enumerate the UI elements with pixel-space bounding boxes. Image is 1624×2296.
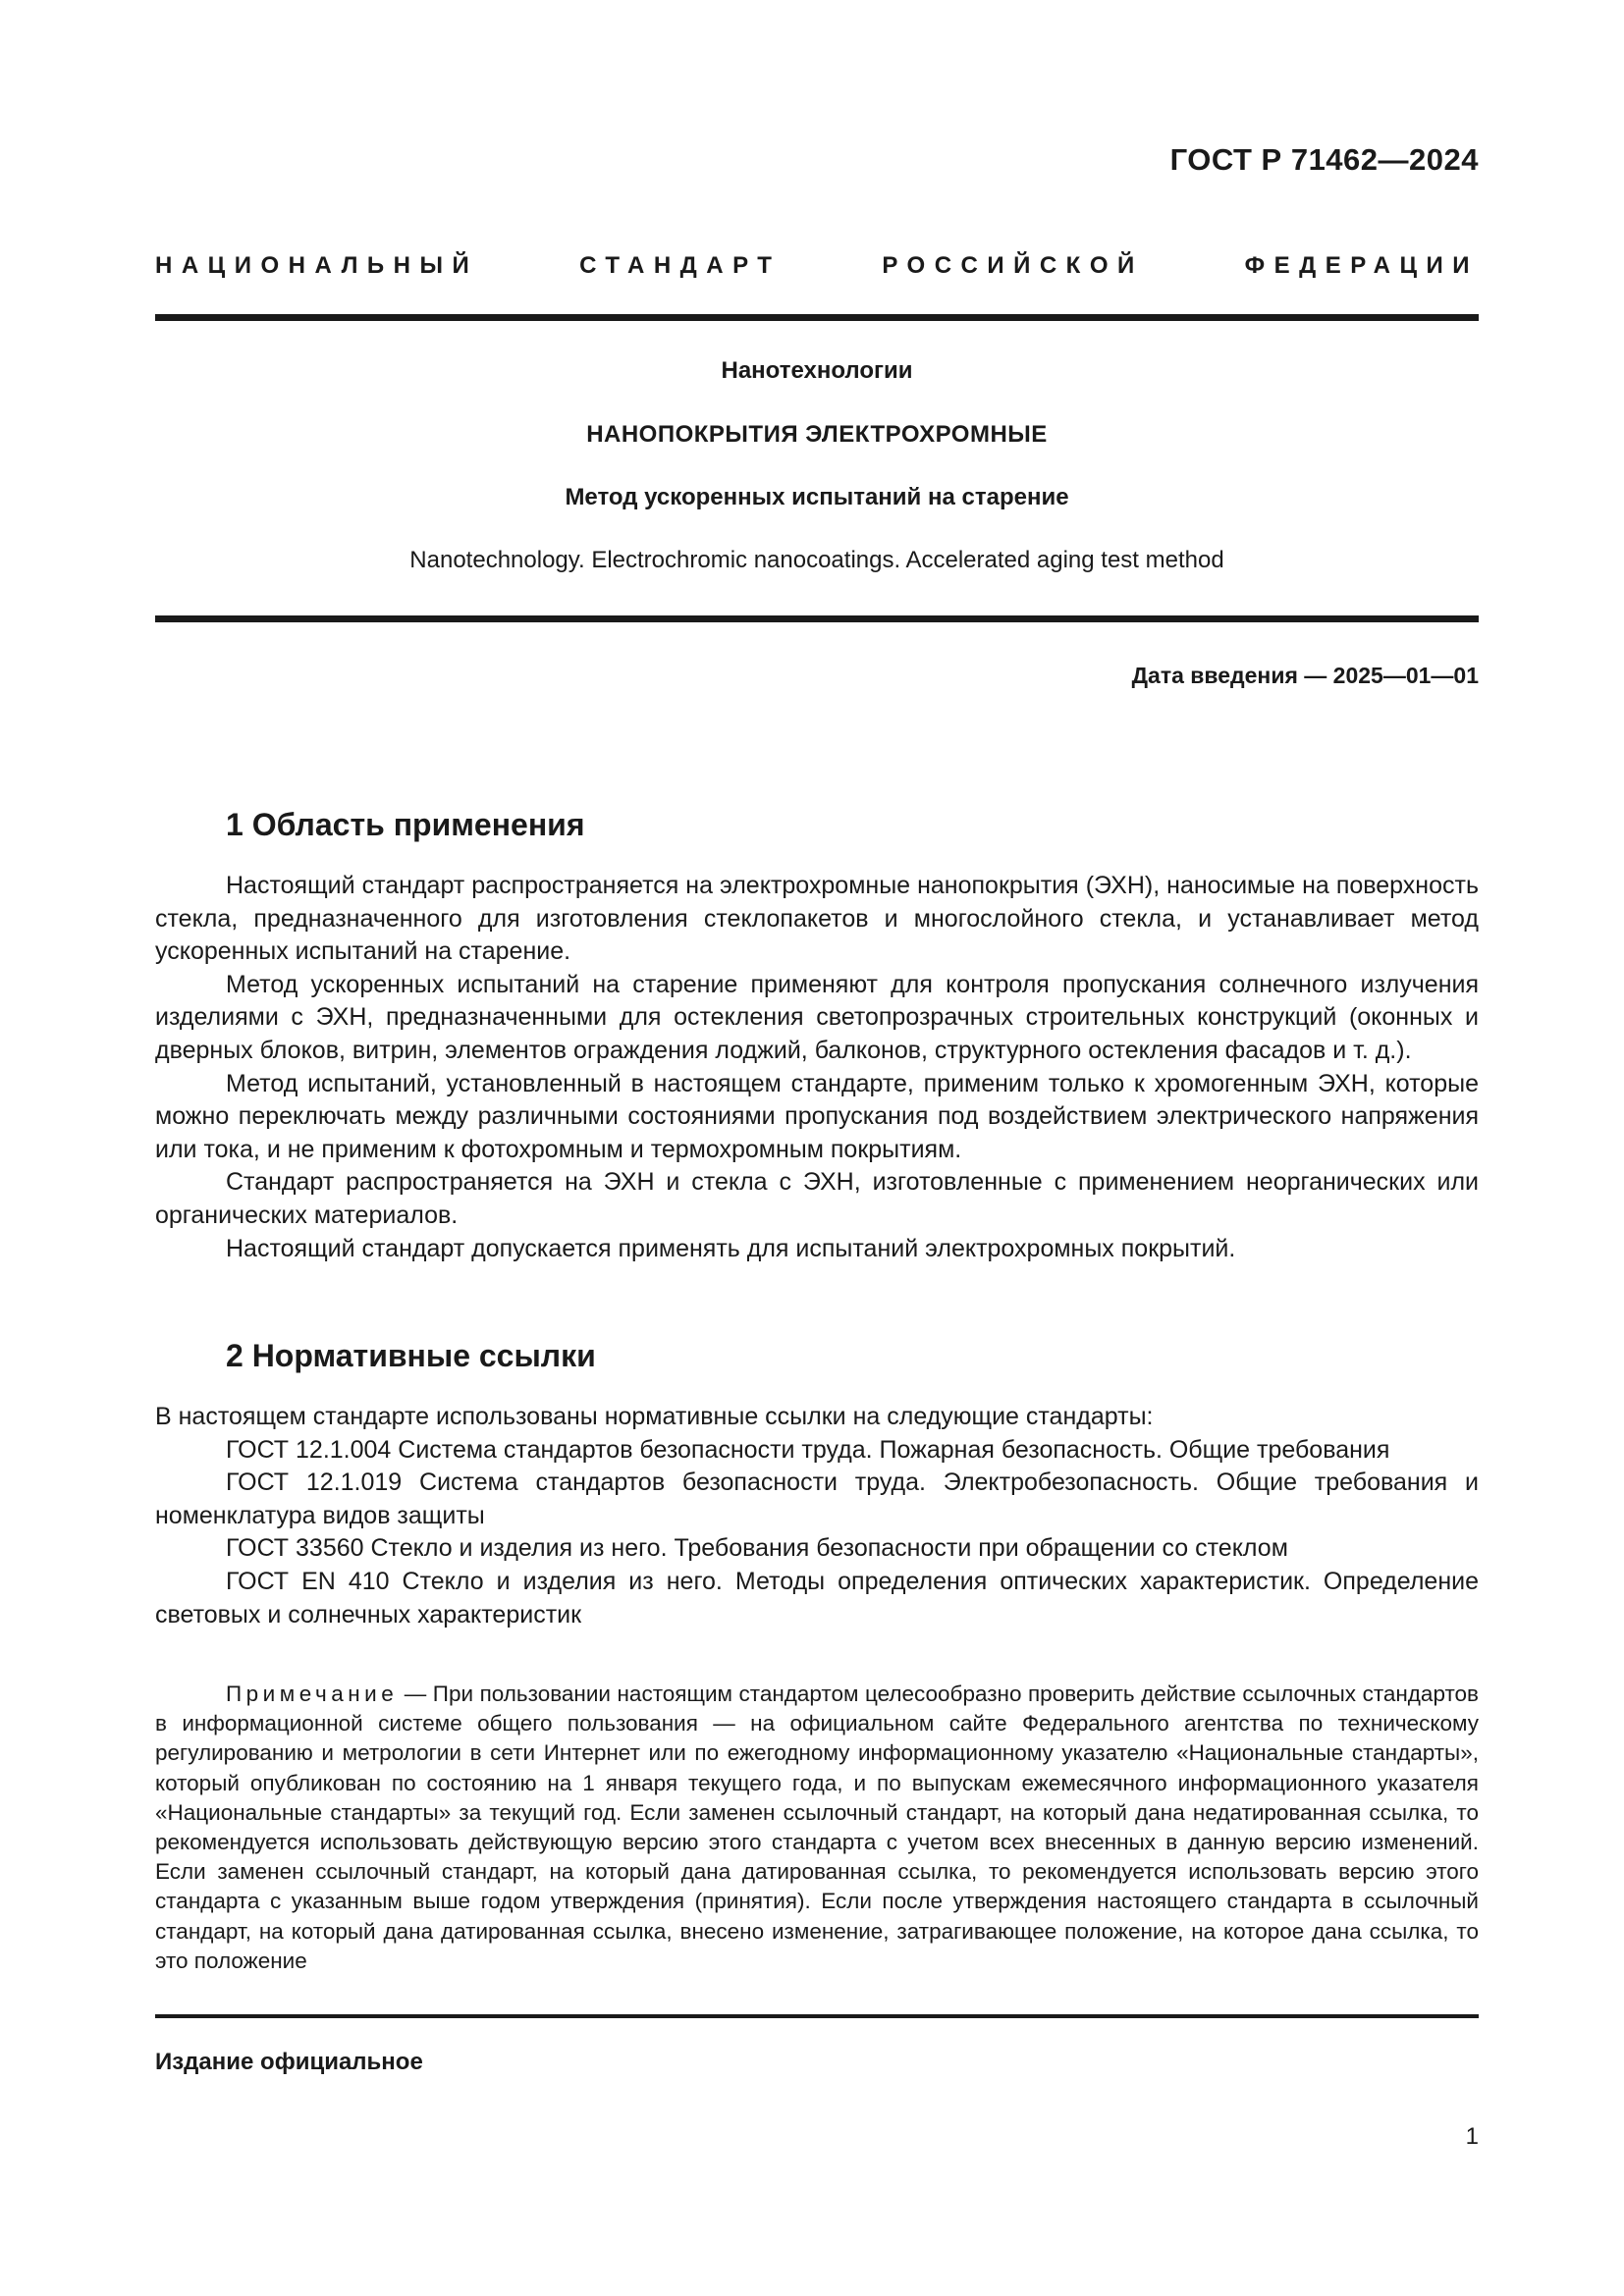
title-main: НАНОПОКРЫТИЯ ЭЛЕКТРОХРОМНЫЕ bbox=[586, 421, 1048, 448]
footer-rule bbox=[155, 2014, 1479, 2018]
section-2-heading: 2 Нормативные ссылки bbox=[226, 1338, 596, 1373]
banner-word: ФЕДЕРАЦИИ bbox=[1244, 252, 1479, 279]
paragraph: Метод испытаний, установленный в настоящем стандарте, применим только к хромогенным ЭХН, которые можно переключать между различными состояниями пропускания под воздействием электрического напряжения или тока, и не применим к фотохромным и термохромным покрытиям. bbox=[155, 1069, 1479, 1163]
banner-word: СТАНДАРТ bbox=[579, 252, 782, 279]
title-english: Nanotechnology. Electrochromic nanocoatings. Accelerated aging test method bbox=[409, 547, 1224, 573]
reference-item: ГОСТ EN 410 Стекло и изделия из него. Методы определения оптических характеристик. Определение световых и солнечных характеристик bbox=[155, 1567, 1479, 1629]
national-standard-banner bbox=[155, 252, 1479, 280]
banner-word: НАЦИОНАЛЬНЫЙ bbox=[155, 252, 479, 279]
note-paragraph bbox=[155, 1680, 1479, 1976]
note-block bbox=[155, 1680, 1479, 1976]
title-sub: Метод ускоренных испытаний на старение bbox=[565, 484, 1069, 510]
paragraph: Стандарт распространяется на ЭХН и стекла с ЭХН, изготовленные с применением неорганических или органических материалов. bbox=[155, 1168, 1479, 1229]
section-1-heading: 1 Область применения bbox=[226, 807, 585, 842]
edition-label: Издание официальное bbox=[155, 2049, 423, 2075]
paragraph: Настоящий стандарт распространяется на электрохромные нанопокрытия (ЭХН), наносимые на поверхность стекла, предназначенного для изготовления стеклопакетов и многослойного стекла, и устанавливает метод ускоренных испытаний на старение. bbox=[155, 872, 1479, 966]
note-text: — При пользовании настоящим стандартом целесообразно проверить действие ссылочных стандартов в информационной системе общего пользования — на официальном сайте Федерального агентства по техническому регулированию и метрологии в сети Интернет или по ежегодному информационному указателю «Национальные стандарты», который опубликован по состоянию на 1 января текущего года, и по выпускам ежемесячного информационного указателя «Национальные стандарты» за текущий год. Если заменен ссылочный стандарт, на который дана недатированная ссылка, то рекомендуется использовать действующую версию этого стандарта с учетом всех внесенных в данную версию изменений. Если заменен ссылочный стандарт, на который дана датированная ссылка, то рекомендуется использовать версию этого стандарта с указанным выше годом утверждения (принятия). Если после утверждения настоящего стандарта в ссылочный стандарт, на который дана датированная ссылка, внесено изменение, затрагивающее положение, на которое дана ссылка, то это положение bbox=[155, 1682, 1479, 1973]
top-rule bbox=[155, 314, 1479, 321]
banner-word: РОССИЙСКОЙ bbox=[882, 252, 1144, 279]
introduction-date: Дата введения — 2025—01—01 bbox=[1131, 663, 1479, 688]
paragraph: Метод ускоренных испытаний на старение применяют для контроля пропускания солнечного излучения изделиями с ЭХН, предназначенными для остекления светопрозрачных строительных конструкций (оконных и дверных блоков, витрин, элементов ограждения лоджий, балконов, структурного остекления фасадов и т. д.). bbox=[155, 970, 1479, 1064]
section-1-body bbox=[155, 870, 1479, 1265]
title-field: Нанотехнологии bbox=[721, 357, 913, 384]
note-label: Примечание bbox=[226, 1682, 399, 1706]
section-2-body bbox=[155, 1401, 1479, 1631]
reference-item: ГОСТ 12.1.004 Система стандартов безопасности труда. Пожарная безопасность. Общие требования bbox=[226, 1435, 1390, 1464]
title-bottom-rule bbox=[155, 615, 1479, 622]
reference-item: ГОСТ 12.1.019 Система стандартов безопасности труда. Электробезопасность. Общие требования и номенклатура видов защиты bbox=[155, 1468, 1479, 1529]
standard-code: ГОСТ Р 71462—2024 bbox=[1169, 142, 1479, 177]
reference-item: ГОСТ 33560 Стекло и изделия из него. Требования безопасности при обращении со стеклом bbox=[226, 1534, 1288, 1563]
page-number: 1 bbox=[1465, 2123, 1479, 2150]
references-intro: В настоящем стандарте использованы нормативные ссылки на следующие стандарты: bbox=[155, 1403, 1154, 1430]
paragraph: Настоящий стандарт допускается применять для испытаний электрохромных покрытий. bbox=[226, 1234, 1236, 1262]
